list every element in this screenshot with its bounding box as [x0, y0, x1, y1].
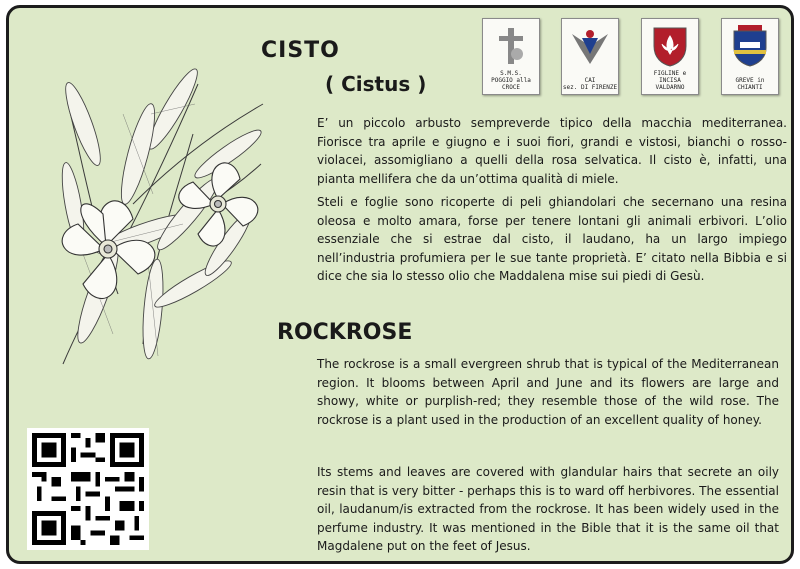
- logo-cai-firenze: [561, 18, 619, 95]
- latin-name: ( Cistus ): [325, 72, 427, 96]
- english-paragraph-2: Its stems and leaves are covered with glandular hairs that secrete an oily resin that is very bitter - perhaps this is to ward off herbivores. The essential oil, laudanum/is extracted from the rockrose. It has been widely used in the perfume industry. It was mentioned in the Bible that it is the same oil that Magdalene put on the feet of Jesus.: [317, 465, 779, 553]
- cross-emblem-icon: [491, 24, 531, 68]
- logo-greve-chianti: [721, 18, 779, 95]
- lily-shield-icon: [650, 24, 690, 68]
- italian-paragraph-1: E’ un piccolo arbusto sempreverde tipico della macchia mediterranea. Fiorisce tra aprile e giugno e i suoi fiori, grandi e vistosi, bianchi o rosso-violacei, assomigliano a quelli della rosa selvatica. Il cisto è, infatti, una pianta mellifera che da un’ottima qualità di miele.: [317, 116, 787, 186]
- italian-paragraph-2: Steli e foglie sono ricoperte di peli ghiandolari che secernano una resina oleosa e molto amara, forse per tenere lontani gli animali erbivori. L’olio essenziale che si estrae dal cisto, il laudano, ha un largo impiego nell’industria profumiera per le sue tante proprietà. E’ citato nella Bibbia e si dice che sia lo stesso olio che Maddalena mise sui piedi di Gesù.: [317, 195, 787, 283]
- page-title-english: ROCKROSE: [277, 320, 413, 345]
- page-title-italian: CISTO: [261, 38, 340, 63]
- eagle-emblem-icon: [570, 24, 610, 68]
- logo-caption: FIGLINE e INCISA: [653, 70, 687, 84]
- logo-caption: POGGIO alla CROCE: [491, 77, 531, 91]
- logo-caption: GREVE in CHIANTI: [735, 77, 765, 91]
- logo-sms-poggio: [482, 18, 540, 95]
- logo-caption: sez. DI FIRENZE: [562, 84, 618, 91]
- logo-caption: CAI: [584, 77, 596, 84]
- logo-figline-incisa: [641, 18, 699, 95]
- logo-caption: S.M.S.: [500, 70, 522, 77]
- qr-code[interactable]: [27, 428, 149, 550]
- info-panel: [6, 5, 794, 564]
- lion-shield-icon: [730, 24, 770, 68]
- english-paragraph-1: The rockrose is a small evergreen shrub that is typical of the Mediterranean region. It blooms between April and June and its flowers are large and showy, white or purplish-red; they resemble those of the wild rose. The rockrose is a plant used in the production of an excellent quality of honey.: [317, 357, 779, 427]
- rockrose-illustration: [23, 44, 273, 374]
- logo-caption: VALDARNO: [655, 84, 685, 91]
